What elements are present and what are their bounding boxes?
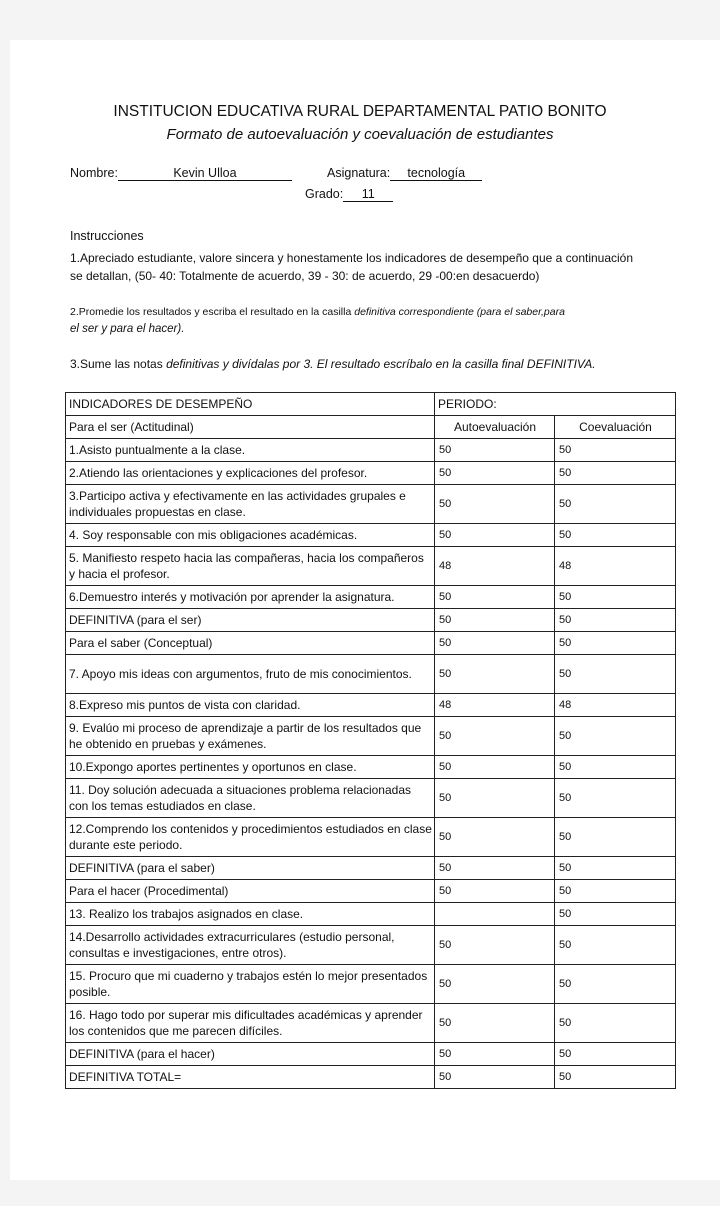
table-header-row — [66, 393, 676, 416]
instruction-2-italic-2: el ser y para el hacer). — [70, 323, 185, 335]
indicator-cell: DEFINITIVA TOTAL= — [66, 1066, 435, 1089]
autoevaluacion-cell: 50 — [435, 926, 555, 965]
autoevaluacion-cell: Autoevaluación — [435, 416, 555, 439]
table-row — [66, 547, 676, 586]
indicator-cell: DEFINITIVA (para el ser) — [66, 609, 435, 632]
table-row — [66, 880, 676, 903]
coevaluacion-cell: 50 — [555, 818, 676, 857]
coevaluacion-cell: 50 — [555, 485, 676, 524]
instruction-3-italic: definitivas y divídalas por 3. El resultado escríbalo en la casilla final DEFINITIVA. — [166, 357, 596, 371]
indicator-cell: Para el saber (Conceptual) — [66, 632, 435, 655]
instruction-2-text: 2.Promedie los resultados y escriba el resultado en la casilla — [70, 306, 355, 318]
grado-label: Grado: — [305, 187, 344, 201]
autoevaluacion-cell: 50 — [435, 965, 555, 1004]
table-row — [66, 903, 676, 926]
instruction-1-line-2: se detallan, (50- 40: Totalmente de acuerdo, 39 - 30: de acuerdo, 29 -00:en desacuerdo) — [70, 269, 540, 283]
indicator-cell: 15. Procuro que mi cuaderno y trabajos estén lo mejor presentados posible. — [66, 965, 435, 1004]
indicator-cell: DEFINITIVA (para el saber) — [66, 857, 435, 880]
autoevaluacion-cell: 50 — [435, 609, 555, 632]
indicator-cell: 1.Asisto puntualmente a la clase. — [66, 439, 435, 462]
table-row — [66, 462, 676, 485]
autoevaluacion-cell: 48 — [435, 694, 555, 717]
instruction-1-line-1: 1.Apreciado estudiante, valore sincera y honestamente los indicadores de desempeño que a continuación — [70, 251, 634, 265]
coevaluacion-cell: 50 — [555, 903, 676, 926]
autoevaluacion-cell: 50 — [435, 485, 555, 524]
nombre-label: Nombre: — [70, 166, 118, 180]
table-row — [66, 439, 676, 462]
coevaluacion-cell: 50 — [555, 756, 676, 779]
autoevaluacion-cell: 50 — [435, 524, 555, 547]
indicator-cell: 13. Realizo los trabajos asignados en clase. — [66, 903, 435, 926]
indicator-cell: 8.Expreso mis puntos de vista con claridad. — [66, 694, 435, 717]
coevaluacion-cell: 50 — [555, 462, 676, 485]
indicator-cell: 11. Doy solución adecuada a situaciones problema relacionadas con los temas estudiados en clase. — [66, 779, 435, 818]
coevaluacion-cell: 50 — [555, 779, 676, 818]
coevaluacion-cell: Coevaluación — [555, 416, 676, 439]
document-subtitle: Formato de autoevaluación y coevaluación de estudiantes — [166, 126, 554, 143]
table-row — [66, 756, 676, 779]
coevaluacion-cell: 50 — [555, 857, 676, 880]
table-row — [66, 524, 676, 547]
autoevaluacion-cell: 50 — [435, 1043, 555, 1066]
nombre-field — [70, 166, 292, 181]
autoevaluacion-cell: 50 — [435, 880, 555, 903]
coevaluacion-cell: 50 — [555, 655, 676, 694]
coevaluacion-cell: 50 — [555, 586, 676, 609]
grado-value: 11 — [343, 187, 393, 202]
indicator-cell: 2.Atiendo las orientaciones y explicaciones del profesor. — [66, 462, 435, 485]
autoevaluacion-cell: 50 — [435, 632, 555, 655]
indicator-cell: 16. Hago todo por superar mis dificultades académicas y aprender los contenidos que me parecen difíciles. — [66, 1004, 435, 1043]
instruction-3-text: 3.Sume las notas — [70, 357, 167, 371]
asignatura-label: Asignatura: — [327, 166, 391, 180]
autoevaluacion-cell: 50 — [435, 756, 555, 779]
autoevaluacion-cell: 50 — [435, 779, 555, 818]
instruction-2-line-2 — [70, 323, 184, 335]
grado-field — [305, 187, 393, 202]
table-row — [66, 1066, 676, 1089]
coevaluacion-cell: 48 — [555, 694, 676, 717]
table-row — [66, 655, 676, 694]
instruction-3 — [70, 357, 596, 371]
document-title: INSTITUCION EDUCATIVA RURAL DEPARTAMENTAL PATIO BONITO — [113, 103, 607, 120]
indicator-cell: DEFINITIVA (para el hacer) — [66, 1043, 435, 1066]
indicator-cell: Para el hacer (Procedimental) — [66, 880, 435, 903]
table-row — [66, 965, 676, 1004]
autoevaluacion-cell: 50 — [435, 439, 555, 462]
indicator-cell: Para el ser (Actitudinal) — [66, 416, 435, 439]
table-row — [66, 632, 676, 655]
asignatura-value: tecnología — [390, 166, 482, 181]
table-row — [66, 485, 676, 524]
table-row — [66, 586, 676, 609]
indicator-cell: 3.Participo activa y efectivamente en las actividades grupales e individuales propuestas en clase. — [66, 485, 435, 524]
instruction-2-line-1 — [70, 306, 565, 318]
table-row — [66, 717, 676, 756]
indicator-cell: 12.Comprendo los contenidos y procedimientos estudiados en clase durante este periodo. — [66, 818, 435, 857]
coevaluacion-cell: 50 — [555, 1004, 676, 1043]
autoevaluacion-cell: 50 — [435, 818, 555, 857]
autoevaluacion-cell: 50 — [435, 655, 555, 694]
coevaluacion-cell: 50 — [555, 1066, 676, 1089]
indicator-cell: 10.Expongo aportes pertinentes y oportunos en clase. — [66, 756, 435, 779]
table-row — [66, 779, 676, 818]
indicator-cell: 14.Desarrollo actividades extracurriculares (estudio personal, consultas e investigaciones, entre otros). — [66, 926, 435, 965]
autoevaluacion-cell: 48 — [435, 547, 555, 586]
coevaluacion-cell: 50 — [555, 880, 676, 903]
indicator-cell: 6.Demuestro interés y motivación por aprender la asignatura. — [66, 586, 435, 609]
coevaluacion-cell: 50 — [555, 632, 676, 655]
coevaluacion-cell: 50 — [555, 439, 676, 462]
autoevaluacion-cell — [435, 903, 555, 926]
coevaluacion-cell: 50 — [555, 1043, 676, 1066]
indicator-cell: 9. Evalúo mi proceso de aprendizaje a partir de los resultados que he obtenido en pruebas y exámenes. — [66, 717, 435, 756]
table-row — [66, 416, 676, 439]
instructions-heading: Instrucciones — [70, 229, 144, 243]
table-row — [66, 694, 676, 717]
coevaluacion-cell: 48 — [555, 547, 676, 586]
asignatura-field — [327, 166, 482, 181]
header-indicadores: INDICADORES DE DESEMPEÑO — [66, 393, 435, 416]
coevaluacion-cell: 50 — [555, 926, 676, 965]
autoevaluacion-cell: 50 — [435, 857, 555, 880]
autoevaluacion-cell: 50 — [435, 462, 555, 485]
coevaluacion-cell: 50 — [555, 717, 676, 756]
coevaluacion-cell: 50 — [555, 524, 676, 547]
coevaluacion-cell: 50 — [555, 609, 676, 632]
nombre-value: Kevin Ulloa — [118, 166, 292, 181]
indicators-table — [65, 392, 676, 1089]
indicator-cell: 5. Manifiesto respeto hacia las compañeras, hacia los compañeros y hacia el profesor. — [66, 547, 435, 586]
table-row — [66, 818, 676, 857]
indicator-cell: 4. Soy responsable con mis obligaciones académicas. — [66, 524, 435, 547]
autoevaluacion-cell: 50 — [435, 1066, 555, 1089]
instruction-2-italic: definitiva correspondiente (para el saber,para — [354, 306, 565, 318]
table-row — [66, 1043, 676, 1066]
indicator-cell: 7. Apoyo mis ideas con argumentos, fruto de mis conocimientos. — [66, 655, 435, 694]
table-row — [66, 857, 676, 880]
autoevaluacion-cell: 50 — [435, 717, 555, 756]
table-row — [66, 1004, 676, 1043]
coevaluacion-cell: 50 — [555, 965, 676, 1004]
autoevaluacion-cell: 50 — [435, 1004, 555, 1043]
table-row — [66, 926, 676, 965]
table-row — [66, 609, 676, 632]
autoevaluacion-cell: 50 — [435, 586, 555, 609]
header-periodo: PERIODO: — [435, 393, 676, 416]
